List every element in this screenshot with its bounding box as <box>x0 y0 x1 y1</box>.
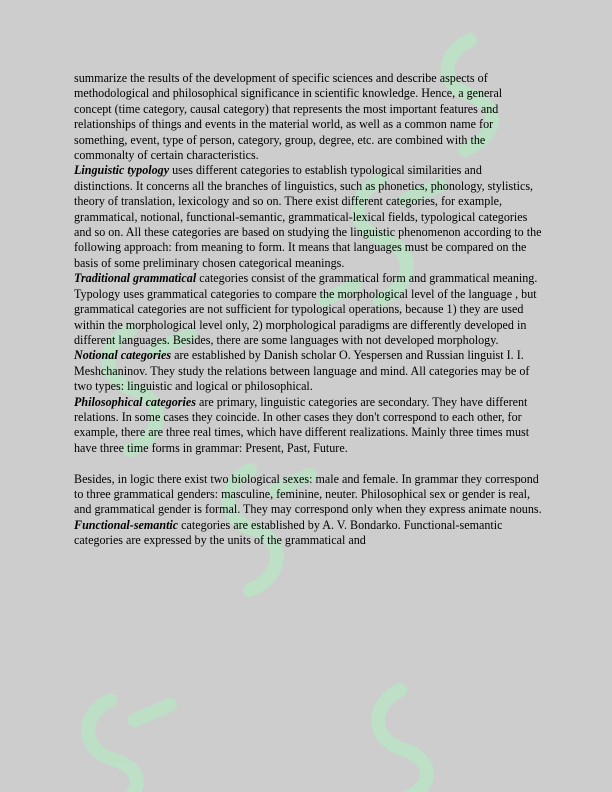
paragraph-6 <box>74 472 542 518</box>
paragraph-2 <box>74 163 542 271</box>
paragraph-term: Philosophical categories <box>74 394 196 409</box>
paragraph-term: Functional-semantic <box>74 517 179 532</box>
paragraph-4 <box>74 348 542 394</box>
paragraph-text: uses different categories to establish typological similarities and distinctions. It concerns all the branches of linguistics, such as phonetics, phonology, stylistics, theory of translation, lexicology and so on. There exist different categories, for example, grammatical, notional, functional-semantic, grammatical-lexical fields, typological categories and so on. All these categories are based on studying the linguistic phenomenon according to the following approach: from meaning to form. It means that languages must be compared on the basis of some preliminary chosen categorical meanings. <box>74 163 542 270</box>
paragraph-term: Linguistic typology <box>74 163 170 178</box>
paragraph-term: Traditional grammatical <box>74 271 197 286</box>
paragraph-3 <box>74 271 542 348</box>
paragraph-term: Notional categories <box>74 348 172 363</box>
paragraph-text: are established by Danish scholar O. Yespersen and Russian linguist I. I. Meshchaninov. They study the relations between language and mind. All categories may be of two types: linguistic and logical or philosophical. <box>74 348 530 394</box>
body-text <box>74 71 542 549</box>
paragraph-text: summarize the results of the development of specific sciences and describe aspects of methodological and philosophical significance in scientific knowledge. Hence, a general concept (time category, causal category) that represents the most important features and relationships of things and events in the material world, as well as a common name for something, event, type of person, category, group, degree, etc. are combined with the commonalty of certain characteristics. <box>74 71 503 163</box>
paragraph-text: are primary, linguistic categories are secondary. They have different relations. In some cases they coincide. In other cases they don't correspond to each other, for example, there are three real times, which have different realizations. Mainly three times must have three time forms in grammar: Present, Past, Future. <box>74 394 530 455</box>
paragraph-text: categories consist of the grammatical form and grammatical meaning. Typology uses grammatical categories to compare the morphological level of the language , but grammatical categories are not sufficient for typological operations, because 1) they are used within the morphological level only, 2) morphological paradigms are differently developed in different languages. Besides, there are some languages with not developed morphology. <box>74 271 538 347</box>
paragraph-7 <box>74 518 542 549</box>
paragraph-text: Besides, in logic there exist two biological sexes: male and female. In grammar they correspond to three grammatical genders: masculine, feminine, neuter. Philosophical sex or gender is real, and grammatical gender is formal. They may correspond only when they express animate nouns. <box>74 471 542 517</box>
paragraph-5 <box>74 395 542 457</box>
paragraph-text: categories are established by A. V. Bondarko. Functional-semantic categories are expressed by the units of the grammatical and <box>74 517 503 548</box>
paragraph-gap <box>74 456 542 471</box>
paragraph-1 <box>74 71 542 163</box>
